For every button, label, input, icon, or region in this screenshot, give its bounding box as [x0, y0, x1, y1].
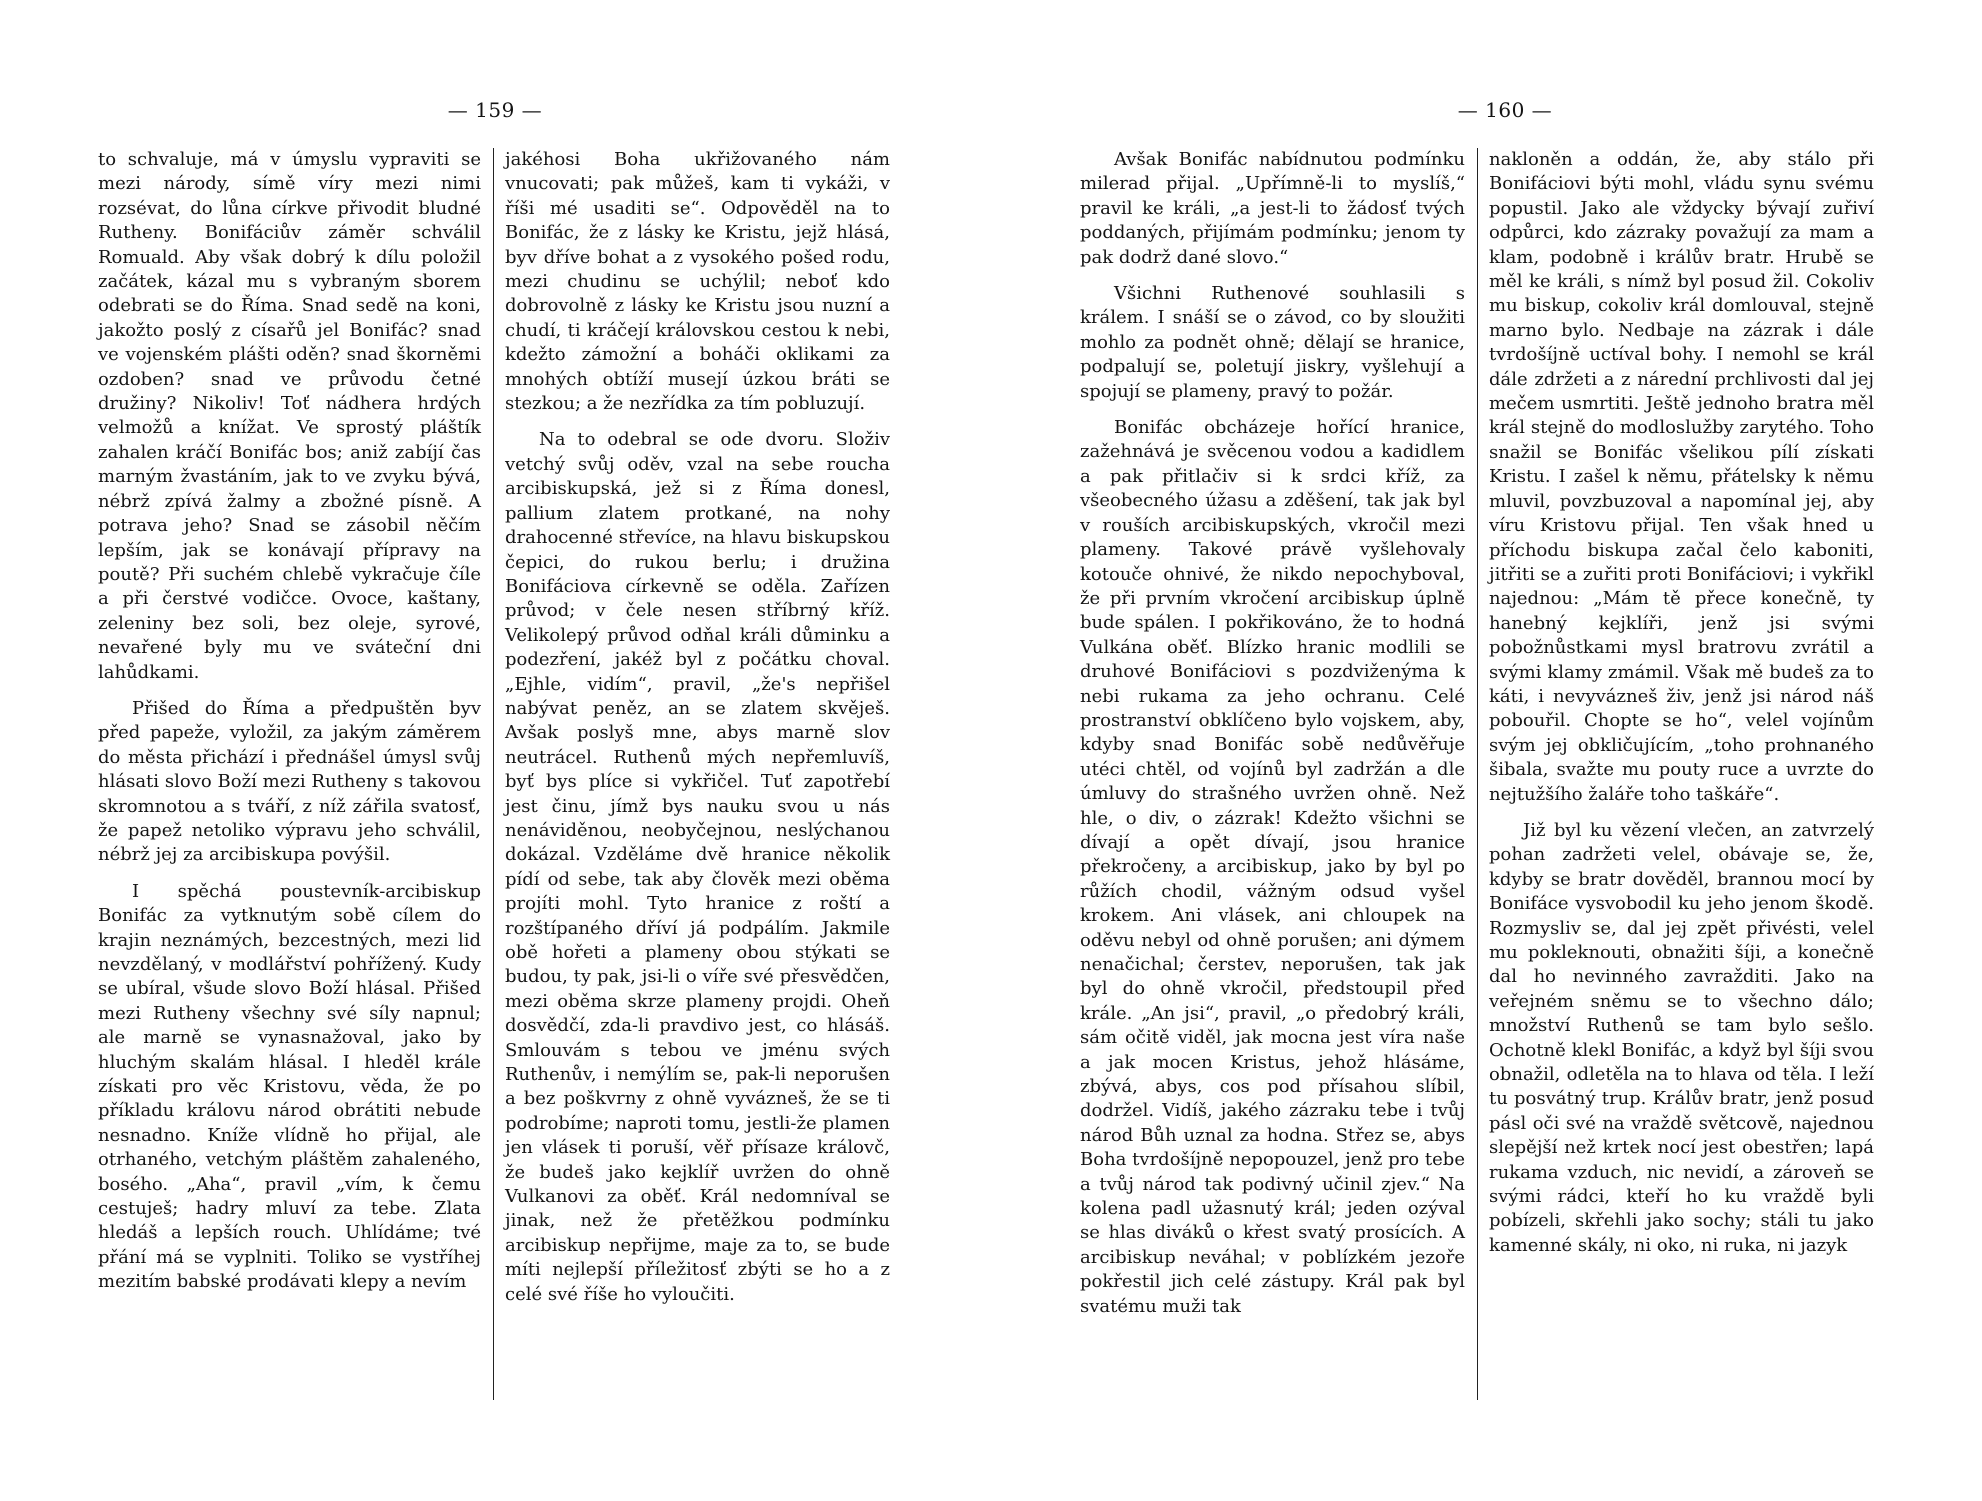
right-page-column-2: [1489, 148, 1874, 1258]
paragraph: to schvaluje, má v úmyslu vypraviti se mezi národy, símě víry mezi nimi rozsévat, do lůna církve přivodit bludné Rutheny. Bonifáciův záměr schválil Romuald. Aby však dobrý k dílu položil začátek, kázal mu s vybraným sborem odebrati se do Říma. Snad sedě na koni, jakožto poslý z císařů jel Bonifác? snad ve vojenském plášti oděn? snad škorněmi ozdoben? snad ve průvodu četné družiny? Nikoliv! Toť nádhera hrdých velmožů a knížat. Ve sprostý pláštík zahalen kráčí Bonifác bos; aniž zabíjí čas marným žvastáním, jak to ve zvyku bývá, nébrž zpívá žalmy a zbožné písně. A potrava jeho? Snad se zásobil něčím lepším, jak se konávají přípravy na poutě? Při suchém chlebě vykračuje číle a při čerstvé vodičce. Ovoce, kaštany, zeleniny bez soli, bez oleje, syrové, nevařené byly mu ve sváteční dni lahůdkami.: [98, 149, 481, 683]
paragraph: Všichni Ruthenové souhlasili s králem. I snáší se o závod, co by sloužiti mohlo za podnět ohně; dělají se hranice, podpalují se, poletují jiskry, vyšlehují a spojují se plameny, pravý to požár.: [1080, 283, 1465, 402]
paragraph: Avšak Bonifác nabídnutou podmínku milerad přijal. „Upřímně-li to myslíš,“ pravil ke králi, „a jest-li to žádosť tvých poddaných, přijímám podmínku; jenom ty pak dodrž dané slovo.“: [1080, 149, 1465, 268]
right-page-column-1: [1080, 148, 1465, 1319]
paragraph: Bonifác obcházeje hořící hranice, zažehnává je svěcenou vodou a kadidlem a pak přitlačiv si k srdci kříž, za všeobecného úžasu a zděšení, tak jak byl v rouších arcibiskupských, vkročil mezi plameny. Takové právě vyšlehovaly kotouče ohnivé, že nikdo nepochyboval, že při prvním vkročení arcibiskup úplně bude spálen. I pokřikováno, že to hodná Vulkána oběť. Blízko hranic modlili se druhové Bonifáciovi s pozdviženýma k nebi rukama za jeho ochranu. Celé prostranství obklíčeno bylo vojskem, aby, kdyby snad Bonifác sobě nedůvěřuje utéci chtěl, od vojínů byl zadržán a dle úmluvy do strašného uvržen ohně. Než hle, o div, o zázrak! Kdežto všichni se dívají a opět dívají, jsou hranice překročeny, a arcibiskup, jako by byl po růžích chodil, vážným odsud vyšel krokem. Ani vlásek, ani chloupek na oděvu nebyl od ohně porušen; ani dýmem nenačichal; čerstev, neporušen, tak jak byl do ohně vkročil, předstoupil před krále. „An jsi“, pravil, „o předobrý králi, sám očitě viděl, jak mocna jest víra naše a jak mocen Kristus, jehož hlásáme, zbývá, abys, cos pod přísahou slíbil, dodržel. Vidíš, jakého zázraku tebe i tvůj národ Bůh uznal za hodna. Střez se, abys Boha tvrdošíjně nepopouzel, jenž pro tebe a tvůj národ tak podivný učinil zjev.“ Na kolena padl užasnutý král; jeden ozýval se hlas diváků o křest svatý prosících. A arcibiskup neváhal; v poblízkém jezoře pokřestil jich celé zástupy. Král pak byl svatému muži tak: [1080, 417, 1465, 1317]
paragraph: Přišed do Říma a předpuštěn byv před papeže, vyložil, za jakým záměrem do města přichází i přednášel úmysl svůj hlásati slovo Boží mezi Rutheny s takovou skromnotou a s tváří, z níž zářila svatosť, že papež netoliko výpravu jeho schválil, nébrž jej za arcibiskupa povýšil.: [98, 697, 481, 866]
paragraph: I spěchá poustevník-arcibiskup Bonifác za vytknutým sobě cílem do krajin neznámých, bezcestných, mezi lid nevzdělaný, v modlářství pohřížený. Kudy se ubíral, všude slovo Boží hlásal. Přišed mezi Rutheny všechny své síly napnul; ale marně se vynasnažoval, jako by hluchým skalám hlásal. I hleděl krále získati pro věc Kristovu, věda, že po příkladu královu národ obrátiti nebude nesnadno. Kníže vlídně ho přijal, ale otrhaného, vetchým pláštěm zahaleného, bosého. „Aha“, pravil „vím, k čemu cestuješ; hadry mluví za tebe. Zlata hledáš a lepších rouch. Uhlídáme; tvé přání má se vyplniti. Toliko se vystříhej mezitím babské prodávati klepy a nevím: [98, 880, 481, 1293]
paragraph: nakloněn a oddán, že, aby stálo při Bonifáciovi býti mohl, vládu synu svému popustil. Jako ale vždycky bývají zuřiví odpůrci, kdo zázraky považují za mam a klam, podobně i králův bratr. Hrubě se měl ke králi, s nímž byl posud žil. Cokoliv mu biskup, cokoliv král domlouval, stejně marno bylo. Nedbaje na zázrak i dále tvrdošíjně uctíval bohy. I nemohl se král dále zdržeti a z nárední prchlivosti dal jej mečem usmrtiti. Ještě jednoho bratra měl král stejně do modloslužby zarytého. Toho snažil se Bonifác všelikou pílí získati Kristu. I zašel k němu, přátelsky k němu mluvil, povzbuzoval a napomínal jej, aby víru Kristovu přijal. Ten však hned u příchodu biskupa začal čelo kaboniti, jitřiti se a zuřiti proti Bonifáciovi; i vykřikl najednou: „Mám tě přece konečně, ty hanebný kejklíři, jenž jsi svými pobožnůstkami mysl bratrovu zvrátil a svými klamy zmámil. Však mě budeš za to káti, i nevyvázneš živ, jenž jsi národ náš pobouřil. Chopte se ho“, velel vojínům svým jej obkličujícím, „toho prohnaného šibala, svažte mu pouty ruce a uvrzte do nejtužšího žaláře toho taškáře“.: [1489, 149, 1874, 805]
column-divider: [493, 148, 494, 1400]
paragraph: jakéhosi Boha ukřižovaného nám vnucovati; pak můžeš, kam ti vykáži, v říši mé usaditi se“. Odpověděl na to Bonifác, že z lásky ke Kristu, jejž hlásá, byv dříve bohat a z vysokého pošed rodu, mezi chudinu se uchýlil; neboť kdo dobrovolně z lásky ke Kristu jsou nuzní a chudí, ti kráčejí královskou cestou k nebi, kdežto zámožní a boháči oklikami za mnohých obtíží musejí úzkou bráti se stezkou; a že nezřídka za tím pobluzují.: [505, 149, 890, 415]
paragraph: Na to odebral se ode dvoru. Složiv vetchý svůj oděv, vzal na sebe roucha arcibiskupská, jež si z Říma donesl, pallium zlatem protkané, na nohy drahocenné střevíce, na hlavu biskupskou čepici, do rukou berlu; i družina Bonifáciova církevně se oděla. Zařízen průvod; v čele nesen stříbrný kříž. Velikolepý průvod odňal králi důminku a podezření, jakéž byl z počátku choval. „Ejhle, vidím“, pravil, „že's nepřišel nabývat peněz, an se zlatem skvěješ. Avšak poslyš mne, abys marně slov neutrácel. Ruthenů mých nepřemluvíš, byť bys plíce si vykřičel. Tuť zapotřebí jest činu, jímž bys nauku svou u nás nenáviděnou, neobyčejnou, neslýchanou dokázal. Vzděláme dvě hranice několik pídí od sebe, tak aby člověk mezi oběma projíti mohl. Tyto hranice z roští a rozštípaného dříví já podpálím. Jakmile obě hořeti a plameny obou stýkati se budou, ty pak, jsi-li o víře své přesvědčen, mezi oběma skrze plameny projdi. Oheň dosvědčí, zda-li pravdivo jest, co hlásáš. Smlouvám s tebou ve jménu svých Ruthenův, i nemýlím se, pak-li neporušen a bez poškvrny z ohně vyvázneš, že se ti podrobíme; naproti tomu, jestli-že plamen jen vlásek ti poruší, věř přísaze královč, že budeš jako kejklíř uvržen do ohně Vulkanovi za oběť. Král nedomníval se jinak, než že přetěžkou podmínku arcibiskup nepřijme, maje za to, se bude míti nejlepší příležitosť zbýti se ho a z celé své říše ho vyloučiti.: [505, 429, 890, 1305]
left-page-column-1: [98, 148, 481, 1295]
page-number-left: — 159 —: [447, 98, 543, 122]
paragraph: Již byl ku vězení vlečen, an zatvrzelý pohan zadržeti velel, obávaje se, že, kdyby se bratr dověděl, brannou mocí by Bonifáce vysvobodil ku jeho jenom škodě. Rozmysliv se, dal jej zpět přivésti, velel mu pokleknouti, obnažiti šíji, a konečně dal ho nevinného zavražditi. Jako na veřejném sněmu se to všechno dálo; množství Ruthenů se tam bylo sešlo. Ochotně klekl Bonifác, a když byl šíji svou obnažil, odletěla na to hlava od těla. I leží tu posvátný trup. Králův bratr, jenž posud pásl oči své na vraždě světcově, najednou slepější než krtek nocí jest obestřen; lapá rukama vzduch, nic nevidí, a zároveň se svými rádci, kteří ho ku vraždě byli pobízeli, skřehli jako sochy; stáli tu jako kamenné skály, ni oko, ni ruka, ni jazyk: [1489, 819, 1874, 1256]
column-divider: [1477, 148, 1478, 1400]
left-page-column-2: [505, 148, 890, 1307]
right-page: [991, 0, 1982, 1501]
page-number-right: — 160 —: [1457, 98, 1553, 122]
